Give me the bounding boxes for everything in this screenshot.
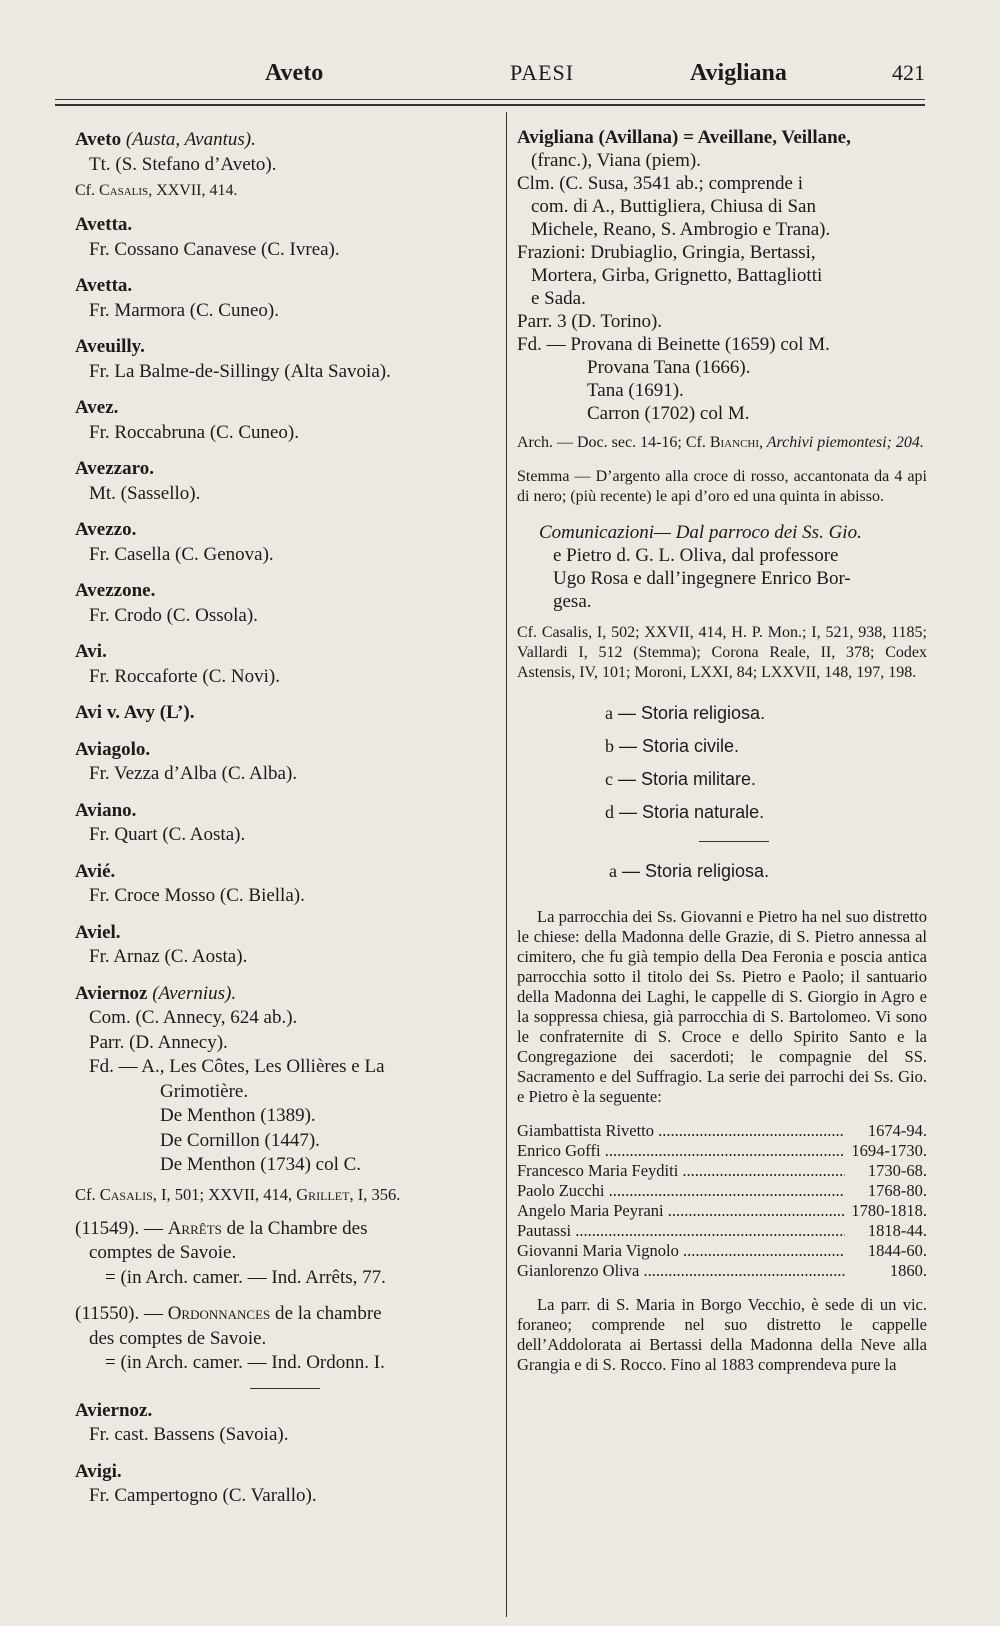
entry-line: Tana (1691).	[587, 380, 684, 401]
entry-aviel	[75, 921, 495, 970]
entry-line: Fr. Cossano Canavese (C. Ivrea).	[89, 238, 340, 260]
entry-cf: Cf. Casalis, I, 501; XXVII, 414, Grillet, I, 356.	[75, 1184, 401, 1204]
entry-line: Fr. Campertogno (C. Varallo).	[89, 1485, 317, 1506]
communications: Comunicazioni— Dal parroco dei Ss. Gio. e Pietro d. G. L. Oliva, dal professore Ugo Rosa e dall’ingegnere Enrico Bor- gesa.	[539, 522, 862, 612]
header-rule-thick	[55, 104, 925, 106]
entry-headword: Avi.	[75, 641, 107, 662]
entry-line: Fr. Crodo (C. Ossola).	[89, 604, 258, 626]
entry-line: Provana Tana (1666).	[587, 357, 751, 378]
entry-line: com. di A., Buttigliera, Chiusa di San	[531, 196, 816, 217]
section-rule	[699, 841, 769, 842]
history-section-c: c — Storia militare.	[605, 769, 757, 789]
entry-line: Fr. Marmora (C. Cuneo).	[89, 299, 279, 321]
entry-line: Frazioni: Drubiaglio, Gringia, Bertassi,	[517, 242, 816, 263]
entry-headword: Avez.	[75, 397, 119, 418]
entry-headword: Avezzaro.	[75, 458, 154, 479]
list-item: Francesco Maria Feyditi ..... 1730-68.	[517, 1161, 927, 1181]
entry-headword: Avetta.	[75, 275, 133, 296]
history-section-d: d — Storia naturale.	[605, 802, 765, 822]
entry-headword: Avezzone.	[75, 580, 156, 601]
entry-line: = (in Arch. camer. — Ind. Arrêts, 77.	[105, 1266, 386, 1288]
entry-headword: Avigi.	[75, 1460, 122, 1482]
entry-aviagolo	[75, 738, 495, 787]
list-item: Paolo Zucchi ..... 1768-80.	[517, 1181, 927, 1201]
paragraph-parish: La parrocchia dei Ss. Giovanni e Pietro ha nel suo distretto le chiese: della Madonna delle Grazie, di S. Pietro annessa al cimitero, che fu già tempio della Dea Feronia e poscia antica parrocchia sotto il titolo dei Ss. Pietro e Paolo; il santuario della Madonna dei Laghi, le cappelle di S. Giorgio in Agro e la soppressa chiesa, già parrocchia di S. Bartolomeo. Vi sono le confraternite di S. Croce e dello Spirito Santo e la Congregazione dei sacerdoti; le compagnie del SS. Sacramento e del Suffragio. La serie dei parrochi dei Ss. Gio. e Pietro è la seguente:	[517, 907, 927, 1106]
entry-line: De Menthon (1389).	[160, 1105, 316, 1126]
list-item: Giovanni Maria Vignolo ..... 1844-60.	[517, 1241, 927, 1261]
entry-avetta-1	[75, 213, 495, 262]
entry-line: Com. (C. Annecy, 624 ab.).	[89, 1007, 298, 1028]
entry-line: De Cornillon (1447).	[160, 1129, 320, 1151]
list-item: Enrico Goffi ..... 1694-1730.	[517, 1141, 927, 1161]
entry-headword: Avetta.	[75, 214, 133, 235]
entry-aveuilly	[75, 335, 495, 384]
paragraph-borgo-vecchio: La parr. di S. Maria in Borgo Vecchio, è sede di un vic. foraneo; comprende nel suo distretto le cappelle dell’Addolorata ai Bertassi della Madonna della Neve alla Grangia e di S. Rocco. Fino al 1883 comprendeva pure la	[517, 1295, 927, 1374]
entry-latin: (Austa, Avantus).	[125, 129, 256, 150]
history-section-b: b — Storia civile.	[605, 736, 740, 756]
entry-aviano	[75, 799, 495, 848]
entry-latin: (Avernius).	[152, 982, 237, 1004]
entry-headword: Aviagolo.	[75, 738, 151, 760]
entry-aveto	[75, 128, 495, 201]
list-item: Giambattista Rivetto ..... 1674-94.	[517, 1121, 927, 1141]
entry-avez	[75, 396, 495, 445]
header-first-entry: Aveto	[265, 60, 324, 86]
entry-line: Fr. Roccaforte (C. Novi).	[89, 665, 281, 687]
entry-line: des comptes de Savoie.	[89, 1327, 267, 1349]
coat-of-arms-description: Stemma — D’argento alla croce di rosso, accantonata da 4 api di nero; (più recente) le api d’oro ed una quinta in abisso.	[517, 468, 927, 505]
entry-headword: Avié.	[75, 860, 116, 882]
entry-line: Michele, Reano, S. Ambrogio e Trana).	[531, 219, 831, 240]
entry-avigliana-title: Avigliana (Avillana) = Aveillane, Veillane,	[517, 127, 851, 148]
entry-avezzaro	[75, 457, 495, 506]
entry-cf: Cf. Casalis, XXVII, 414.	[75, 182, 238, 199]
entry-line: Parr. (D. Annecy).	[89, 1031, 228, 1053]
history-section-a: a — Storia religiosa.	[605, 703, 766, 723]
entry-line: Parr. 3 (D. Torino).	[517, 311, 663, 332]
entry-line: comptes de Savoie.	[89, 1242, 237, 1263]
document-11550: (11550). — Ordonnances de la chambre des comptes de Savoie. = (in Arch. camer. — Ind. Ordonn. I.	[75, 1302, 495, 1376]
entry-line: Fr. Casella (C. Genova).	[89, 543, 274, 565]
entry-avezzo	[75, 518, 495, 567]
entry-line: Fr. La Balme-de-Sillingy (Alta Savoia).	[89, 360, 391, 382]
entry-avi	[75, 640, 495, 689]
archive-reference: Arch. — Doc. sec. 14-16; Cf. Bianchi, Archivi piemontesi; 204.	[517, 434, 924, 451]
entry-headword: Avi v. Avy (L’).	[75, 702, 195, 723]
left-column	[75, 128, 495, 1521]
header-rule-thin	[55, 99, 925, 100]
section-heading: a — Storia religiosa.	[609, 861, 770, 881]
list-item: Angelo Maria Peyrani ..... 1780-1818.	[517, 1201, 927, 1221]
entry-line: Fd. — Provana di Beinette (1659) col M.	[517, 334, 830, 355]
header-last-entry: Avigliana	[690, 60, 787, 86]
header-section: PAESI	[510, 60, 575, 85]
entry-line: Mt. (Sassello).	[89, 482, 201, 504]
running-header	[55, 60, 925, 94]
parish-priests-list	[517, 1121, 927, 1281]
page-number: 421	[892, 60, 925, 85]
right-column	[517, 126, 927, 1375]
bibliography-cf: Cf. Casalis, I, 502; XXVII, 414, H. P. Mon.; I, 521, 938, 1185; Vallardi I, 512 (Stemma); Corona Reale, II, 378; Codex Astensis, IV, 101; Moroni, LXXI, 84; LXXVII, 148, 197, 198.	[517, 624, 927, 681]
document-11549: (11549). — Arrêts de la Chambre des comptes de Savoie. = (in Arch. camer. — Ind. Arrêts, 77.	[75, 1217, 495, 1291]
entry-line: Fr. Roccabruna (C. Cuneo).	[89, 421, 300, 443]
entry-aviernoz-2	[75, 1399, 495, 1448]
entry-headword: Avezzo.	[75, 519, 137, 540]
entry-line: e Sada.	[531, 288, 586, 309]
list-item: Gianlorenzo Oliva ..... 1860.	[517, 1261, 927, 1281]
entry-line: Grimotière.	[160, 1080, 249, 1102]
entry-headword: Aviano.	[75, 799, 137, 821]
entry-line: Fr. Croce Mosso (C. Biella).	[89, 885, 305, 906]
entry-avezzone	[75, 579, 495, 628]
entry-avie	[75, 860, 495, 909]
list-item: Pautassi ..... 1818-44.	[517, 1221, 927, 1241]
entry-avi-v	[75, 701, 495, 726]
entry-headword: Aviernoz.	[75, 1399, 153, 1421]
entry-line: = (in Arch. camer. — Ind. Ordonn. I.	[105, 1352, 385, 1373]
entry-line: Carron (1702) col M.	[587, 403, 750, 424]
entry-line: Mortera, Girba, Grignetto, Battagliotti	[531, 265, 823, 286]
entry-aviernoz	[75, 982, 495, 1205]
entry-headword: Aveto	[75, 129, 122, 150]
entry-headword: Aveuilly.	[75, 336, 145, 357]
entry-line: Fr. cast. Bassens (Savoia).	[89, 1424, 289, 1445]
entry-avigi	[75, 1460, 495, 1509]
entry-line: Fd. — A., Les Côtes, Les Ollières e La	[89, 1056, 385, 1077]
entry-headword: Aviernoz	[75, 982, 148, 1004]
entry-line: Fr. Quart (C. Aosta).	[89, 824, 246, 845]
entry-line: (franc.), Viana (piem).	[531, 150, 701, 171]
entry-line: Fr. Arnaz (C. Aosta).	[89, 946, 248, 967]
entry-line: De Menthon (1734) col C.	[160, 1154, 362, 1175]
entry-avetta-2	[75, 274, 495, 323]
history-sections-index	[517, 697, 927, 829]
entry-headword: Aviel.	[75, 921, 121, 943]
column-divider	[506, 112, 507, 1617]
entry-line: Clm. (C. Susa, 3541 ab.; comprende i	[517, 173, 804, 194]
entry-line: Tt. (S. Stefano d’Aveto).	[89, 153, 277, 175]
section-rule	[250, 1388, 320, 1389]
entry-line: Fr. Vezza d’Alba (C. Alba).	[89, 763, 298, 784]
